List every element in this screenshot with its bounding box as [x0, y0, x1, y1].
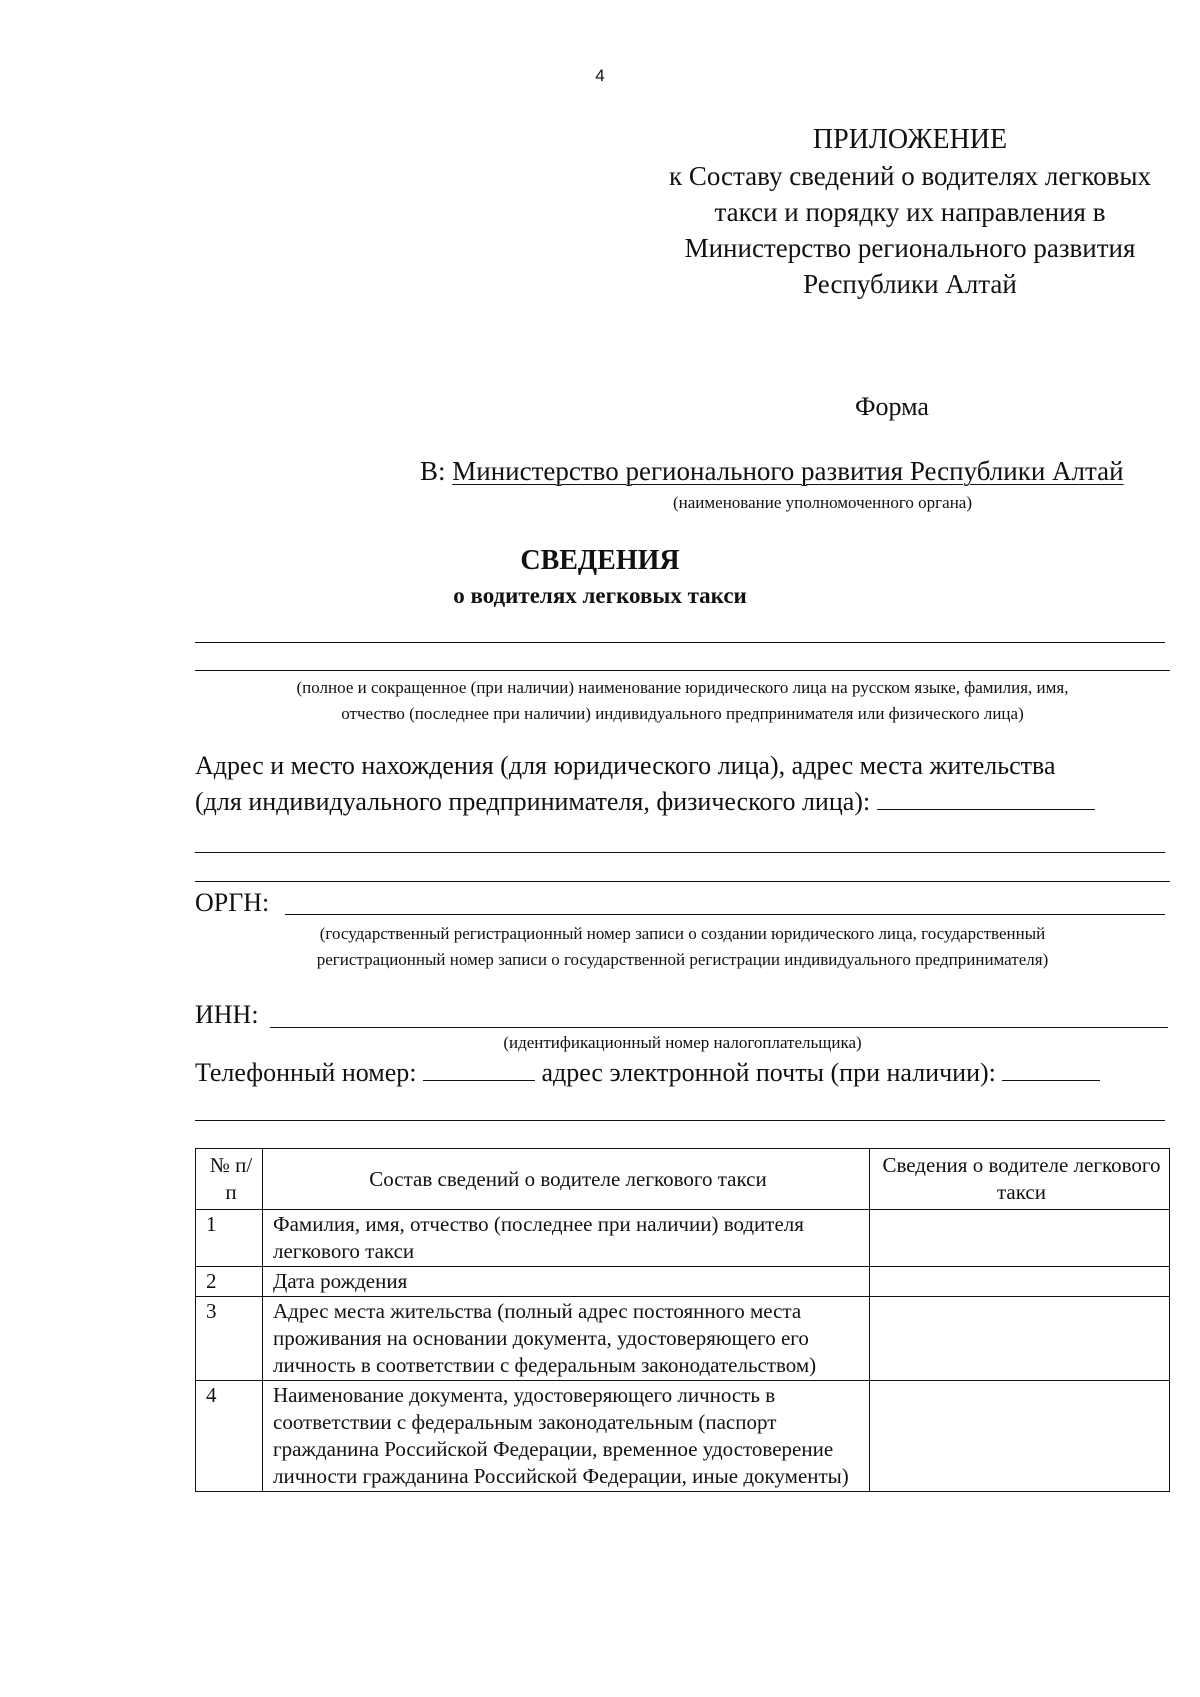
header-num: № п/п	[196, 1149, 263, 1210]
table-row	[196, 1267, 1170, 1297]
email-blank[interactable]	[1002, 1080, 1100, 1081]
annex-line: Министерство регионального развития	[684, 233, 1136, 263]
table-row	[196, 1210, 1170, 1267]
inn-hint: (идентификационный номер налогоплательщика)	[503, 1033, 862, 1052]
driver-info-table	[195, 1148, 1170, 1492]
table-row	[196, 1297, 1170, 1381]
address-line-1: Адрес и место нахождения (для юридического лица), адрес места жительства	[195, 751, 1056, 780]
ogrn-blank[interactable]	[285, 914, 1165, 915]
email-label: адрес электронной почты (при наличии):	[541, 1058, 996, 1087]
name-blank-line-1[interactable]	[195, 642, 1165, 643]
recipient-line	[420, 456, 1124, 487]
row-text: Фамилия, имя, отчество (последнее при наличии) водителя легкового такси	[263, 1210, 870, 1267]
table-row	[196, 1381, 1170, 1492]
row-text: Адрес места жительства (полный адрес постоянного места проживания на основании документа, удостоверяющего его личность в соответствии с федеральным законодательством)	[263, 1297, 870, 1381]
contacts-line	[195, 1058, 1100, 1088]
phone-label: Телефонный номер:	[195, 1058, 417, 1087]
row-value-cell[interactable]	[870, 1297, 1170, 1381]
address-blank-line-1[interactable]	[195, 852, 1165, 853]
hint-line: (полное и сокращенное (при наличии) наименование юридического лица на русском языке, фамилия, имя,	[296, 678, 1069, 697]
document-subtitle: о водителях легковых такси	[453, 583, 747, 608]
address-line-2: (для индивидуального предпринимателя, физического лица):	[195, 784, 1095, 820]
recipient-hint: (наименование уполномоченного органа)	[673, 493, 973, 512]
row-number: 3	[196, 1297, 263, 1381]
hint-line: отчество (последнее при наличии) индивидуального предпринимателя или физического лица)	[341, 704, 1024, 723]
annex-title: ПРИЛОЖЕНИЕ	[812, 124, 1008, 155]
annex-line: к Составу сведений о водителях легковых	[668, 161, 1152, 191]
header-info: Сведения о водителе легкового такси	[870, 1149, 1170, 1210]
annex-line: Республики Алтай	[803, 269, 1017, 299]
form-label: Форма	[855, 392, 929, 421]
inn-blank[interactable]	[270, 1027, 1168, 1028]
row-value-cell[interactable]	[870, 1381, 1170, 1492]
row-number: 1	[196, 1210, 263, 1267]
row-number: 2	[196, 1267, 263, 1297]
address-label	[195, 748, 1095, 820]
ogrn-hint	[195, 921, 1170, 973]
recipient-name: Министерство регионального развития Республики Алтай	[452, 456, 1124, 486]
page-number: 4	[595, 66, 605, 85]
ogrn-label: ОРГН:	[195, 888, 270, 917]
hint-line: регистрационный номер записи о государственной регистрации индивидуального предпринимателя)	[316, 950, 1049, 969]
phone-blank[interactable]	[423, 1080, 535, 1081]
annex-line: такси и порядку их направления в	[714, 197, 1106, 227]
name-blank-line-2[interactable]	[195, 670, 1170, 671]
hint-line: (государственный регистрационный номер записи о создании юридического лица, государственный	[319, 924, 1046, 943]
row-number: 4	[196, 1381, 263, 1492]
annex-header	[640, 122, 1180, 302]
header-composition: Состав сведений о водителе легкового такси	[263, 1149, 870, 1210]
document-title: СВЕДЕНИЯ	[520, 545, 680, 576]
row-text: Наименование документа, удостоверяющего личность в соответствии с федеральным законодательным (паспорт гражданина Российской Федерации, временное удостоверение личности гражданина Российской Федерации, иные документы)	[263, 1381, 870, 1492]
row-text: Дата рождения	[263, 1267, 870, 1297]
row-value-cell[interactable]	[870, 1210, 1170, 1267]
table-header-row	[196, 1149, 1170, 1210]
recipient-prefix: В:	[420, 456, 446, 486]
row-value-cell[interactable]	[870, 1267, 1170, 1297]
inn-label: ИНН:	[195, 1000, 259, 1029]
name-hint	[195, 675, 1170, 727]
contacts-blank-line[interactable]	[195, 1120, 1165, 1121]
address-blank[interactable]	[877, 809, 1095, 810]
address-blank-line-2[interactable]	[195, 881, 1170, 882]
